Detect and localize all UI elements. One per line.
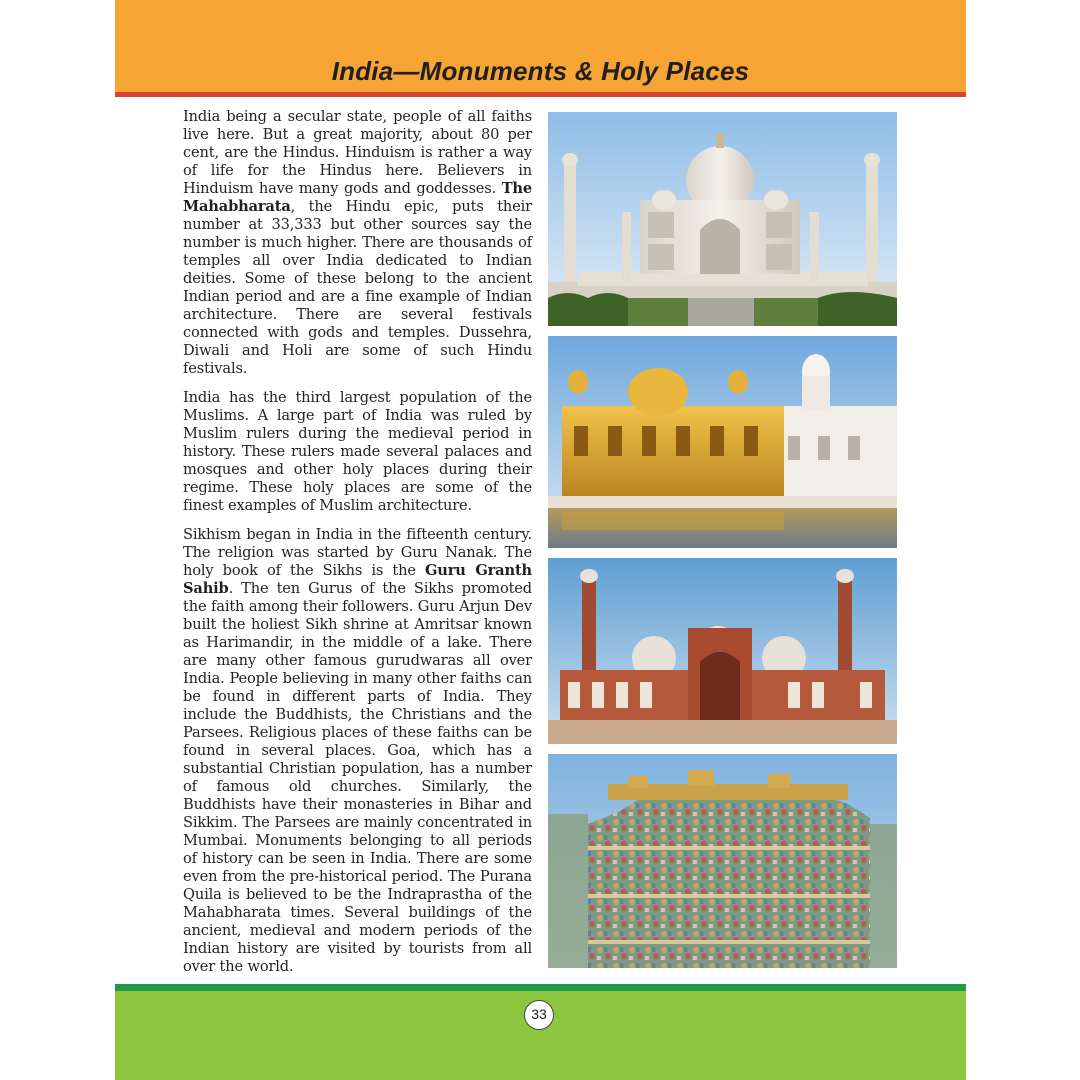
bold-term-guru-granth-sahib: Guru Granth Sahib [183, 562, 532, 597]
page-number: 33 [524, 1000, 554, 1030]
paragraph-text: India being a secular state, people of all faiths live here. But a great majority, about 80 per cent, are the Hindus. Hinduism is rather a way of life for the Hindus here. Believers in Hinduism have many gods and goddesses. [183, 108, 532, 197]
body-text [183, 108, 532, 987]
page-title: India—Monuments & Holy Places [331, 56, 750, 86]
paragraph-islam: India has the third largest population of the Muslims. A large part of India was ruled by Muslim rulers during the medieval period in history. These rulers made several palaces and mosques and other holy places during their regime. These holy places are some of the finest examples of Muslim architecture. [183, 389, 532, 514]
golden-temple-photo [548, 336, 897, 548]
taj-mahal-photo [548, 112, 897, 326]
paragraph-text: Sikhism began in India in the fifteenth century. The religion was started by Guru Nanak. The holy book of the Sikhs is the [183, 526, 532, 579]
footer-band [115, 984, 966, 1080]
bold-term-mahabharata: The Mahabharata [183, 180, 532, 215]
header-rule [115, 92, 966, 97]
paragraph-sikhism [183, 526, 532, 976]
jama-masjid-photo [548, 558, 897, 744]
paragraph-text: . The ten Gurus of the Sikhs promoted the faith among their followers. Guru Arjun Dev built the holiest Sikh shrine at Amritsar known as Harimandir, in the middle of a lake. There are many other famous gurudwaras all over India. People believing in many other faiths can be found in different parts of India. They include the Buddhists, the Christians and the Parsees. Religious places of these faiths can be found in several places. Goa, which has a substantial Christian population, has a number of famous old churches. Similarly, the Buddhists have their monasteries in Bihar and Sikkim. The Parsees are mainly concentrated in Mumbai. Monuments belonging to all periods of history can be seen in India. There are some even from the pre-historical period. The Purana Quila is believed to be the Indraprastha of the Mahabharata times. Several buildings of the ancient, medieval and modern periods of the Indian history are visited by tourists from all over the world. [183, 580, 532, 975]
paragraph-hinduism [183, 108, 532, 378]
footer-rule [115, 984, 966, 991]
paragraph-text: , the Hindu epic, puts their number at 33,333 but other sources say the number is much higher. There are thousands of temples all over India dedicated to Indian deities. Some of these belong to the ancient Indian period and are a fine example of Indian architecture. There are several festivals connected with gods and temples. Dussehra, Diwali and Holi are some of such Hindu festivals. [183, 198, 532, 377]
meenakshi-temple-photo [548, 754, 897, 968]
page [115, 0, 966, 1080]
